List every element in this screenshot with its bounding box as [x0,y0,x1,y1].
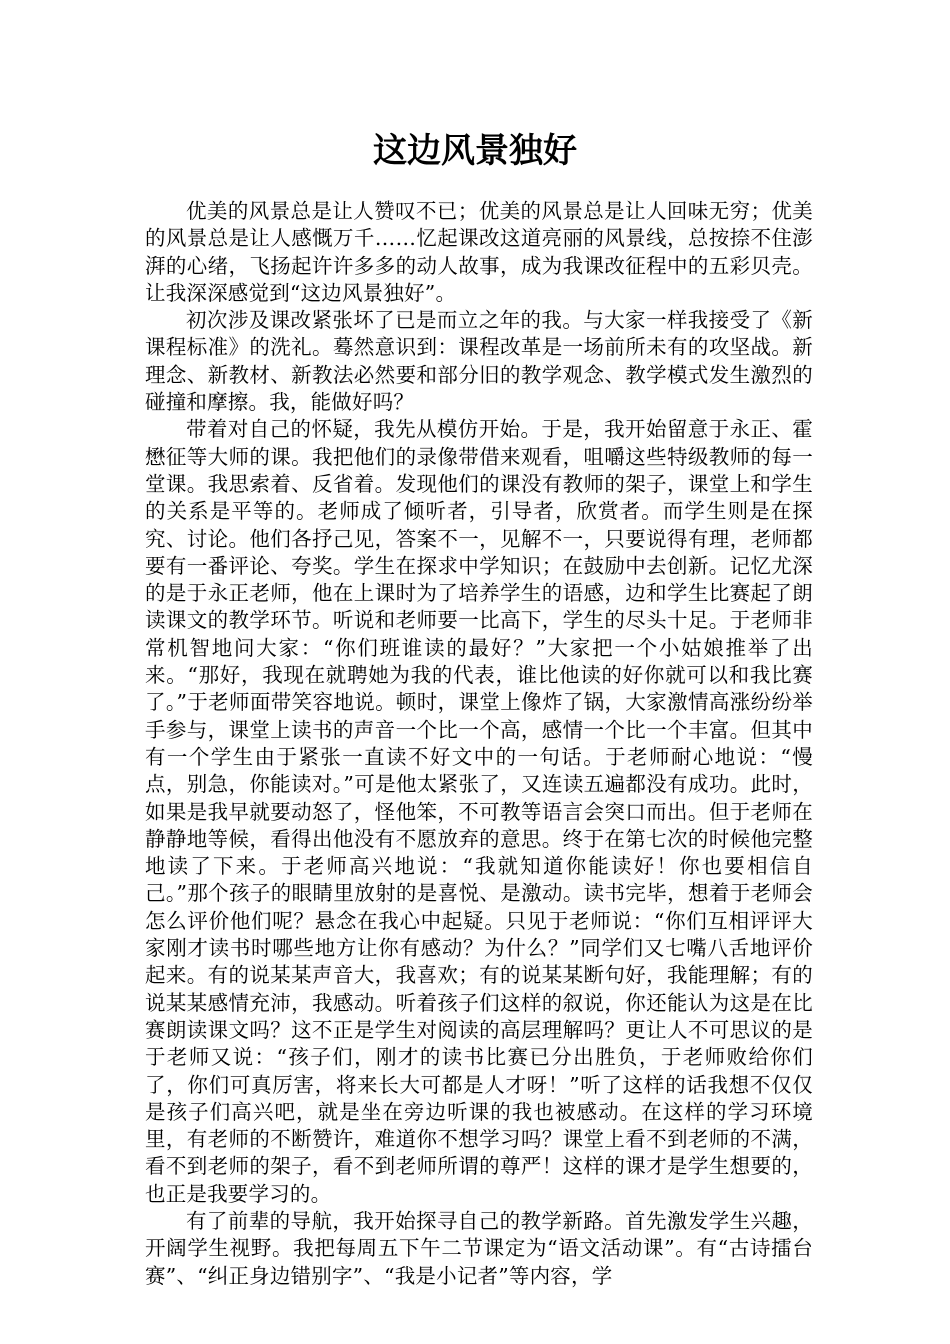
paragraph: 有了前辈的导航，我开始探寻自己的教学新路。首先激发学生兴趣，开阔学生视野。我把每周五下午二节课定为“语文活动课”。有“古诗擂台赛”、“纠正身边错别字”、“我是小记者”等内容，学 [145,1208,813,1288]
paragraph: 初次涉及课改紧张坏了已是而立之年的我。与大家一样我接受了《新课程标准》的洗礼。蓦然意识到：课程改革是一场前所未有的攻坚战。新理念、新教材、新教法必然要和部分旧的教学观念、教学模式发生激烈的碰撞和摩擦。我，能做好吗？ [145,308,813,415]
document-title: 这边风景独好 [373,131,577,171]
document-body [145,198,813,1290]
paragraph: 优美的风景总是让人赞叹不已；优美的风景总是让人回味无穷；优美的风景总是让人感慨万千……忆起课改这道亮丽的风景线，总按捺不住澎湃的心绪，飞扬起许许多多的动人故事，成为我课改征程中的五彩贝壳。让我深深感觉到“这边风景独好”。 [145,199,813,305]
paragraph: 带着对自己的怀疑，我先从模仿开始。于是，我开始留意于永正、霍懋征等大师的课。我把他们的录像带借来观看，咀嚼这些特级教师的每一堂课。我思索着、反省着。发现他们的课没有教师的架子，课堂上和学生的关系是平等的。老师成了倾听者，引导者，欣赏者。而学生则是在探究、讨论。他们各抒己见，答案不一，见解不一，只要说得有理，老师都要有一番评论、夸奖。学生在探求中学知识；在鼓励中去创新。记忆尤深的是于永正老师，他在上课时为了培养学生的语感，边和学生比赛起了朗读课文的教学环节。听说和老师要一比高下，学生的尽头十足。于老师非常机智地问大家：“你们班谁读的最好？”大家把一个小姑娘推举了出来。“那好，我现在就聘她为我的代表，谁比他读的好你就可以和我比赛了。”于老师面带笑容地说。顿时，课堂上像炸了锅，大家激情高涨纷纷举手参与，课堂上读书的声音一个比一个高，感情一个比一个丰富。但其中有一个学生由于紧张一直读不好文中的一句话。于老师耐心地说：“慢点，别急，你能读对。”可是他太紧张了，又连读五遍都没有成功。此时，如果是我早就要动怒了，怪他笨，不可教等语言会突口而出。但于老师在静静地等候，看得出他没有不愿放弃的意思。终于在第七次的时候他完整地读了下来。于老师高兴地说：“我就知道你能读好！你也要相信自己。”那个孩子的眼睛里放射的是喜悦、是激动。读书完毕，想着于老师会怎么评价他们呢？悬念在我心中起疑。只见于老师说：“你们互相评评大家刚才读书时哪些地方让你有感动？为什么？”同学们又七嘴八舌地评价起来。有的说某某声音大，我喜欢；有的说某某断句好，我能理解；有的说某某感情充沛，我感动。听着孩子们这样的叙说，你还能认为这是在比赛朗读课文吗？这不正是学生对阅读的高层理解吗？更让人不可思议的是于老师又说：“孩子们，刚才的读书比赛已分出胜负，于老师败给你们了，你们可真厉害，将来长大可都是人才呀！”听了这样的话我想不仅仅是孩子们高兴吧，就是坐在旁边听课的我也被感动。在这样的学习环境里，有老师的不断赞许，难道你不想学习吗？课堂上看不到老师的不满，看不到老师的架子，看不到老师所谓的尊严！这样的课才是学生想要的，也正是我要学习的。 [145,417,813,1206]
